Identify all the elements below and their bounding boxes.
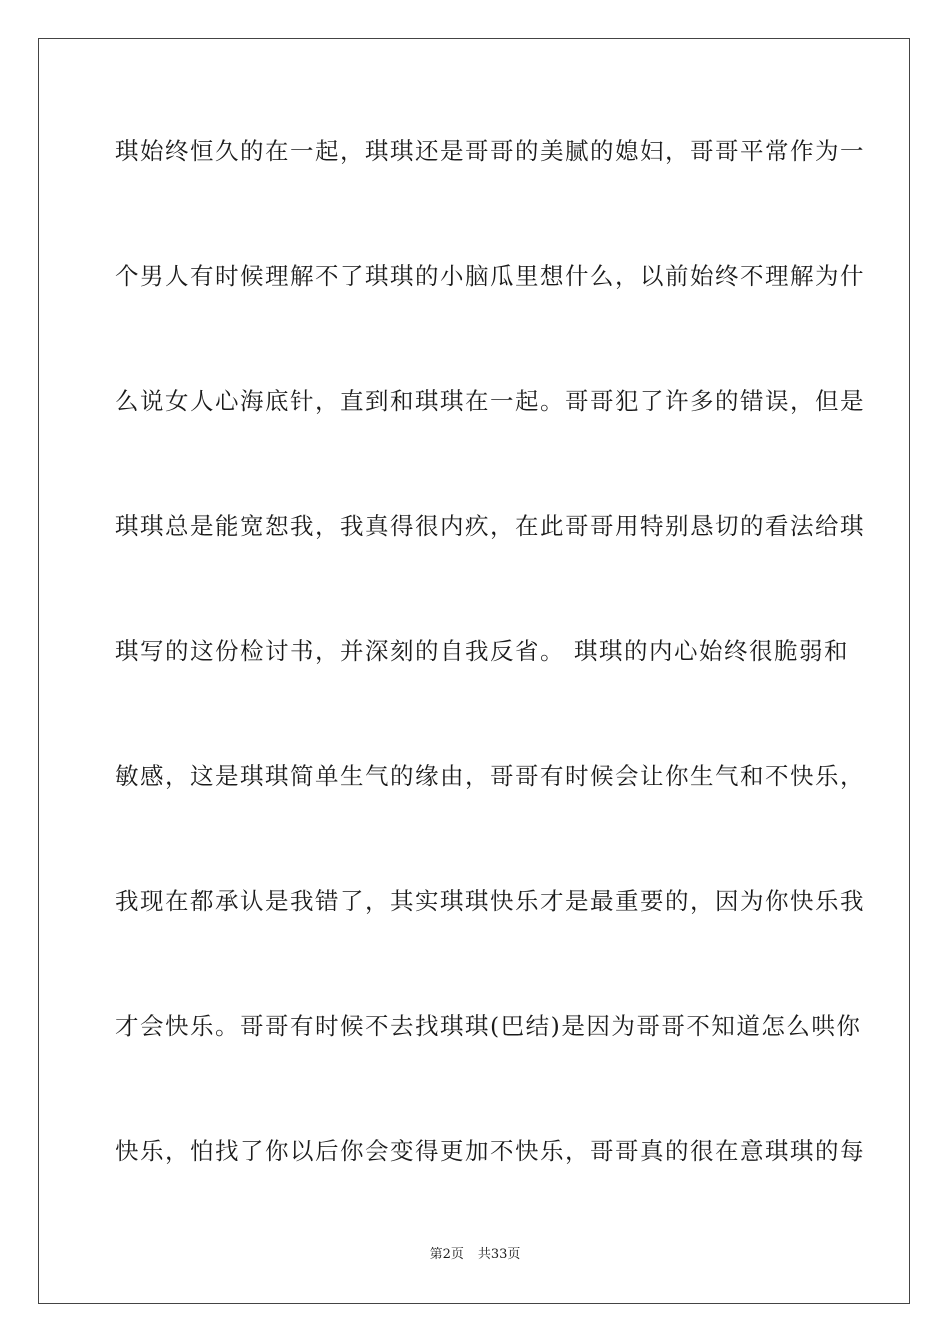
text-line: 个男人有时候理解不了琪琪的小脑瓜里想什么，以前始终不理解为什 [115,262,865,290]
text-line: 琪写的这份检讨书，并深刻的自我反省。 琪琪的内心始终很脆弱和 [115,637,849,665]
page-total: 共33页 [477,1247,521,1262]
text-line: 我现在都承认是我错了，其实琪琪快乐才是最重要的，因为你快乐我 [115,887,865,915]
page-number: 第2页 [429,1247,464,1262]
text-line: 么说女人心海底针，直到和琪琪在一起。哥哥犯了许多的错误，但是 [115,387,865,415]
text-line: 琪琪总是能宽恕我，我真得很内疚，在此哥哥用特别恳切的看法给琪 [115,512,865,540]
text-line: 才会快乐。哥哥有时候不去找琪琪(巴结)是因为哥哥不知道怎么哄你 [115,1012,862,1040]
page-border [38,38,910,1304]
page-footer [0,1247,950,1263]
text-line: 快乐，怕找了你以后你会变得更加不快乐，哥哥真的很在意琪琪的每 [115,1137,865,1165]
text-line: 琪始终恒久的在一起，琪琪还是哥哥的美腻的媳妇，哥哥平常作为一 [115,137,865,165]
text-line: 敏感，这是琪琪简单生气的缘由，哥哥有时候会让你生气和不快乐， [115,762,865,790]
